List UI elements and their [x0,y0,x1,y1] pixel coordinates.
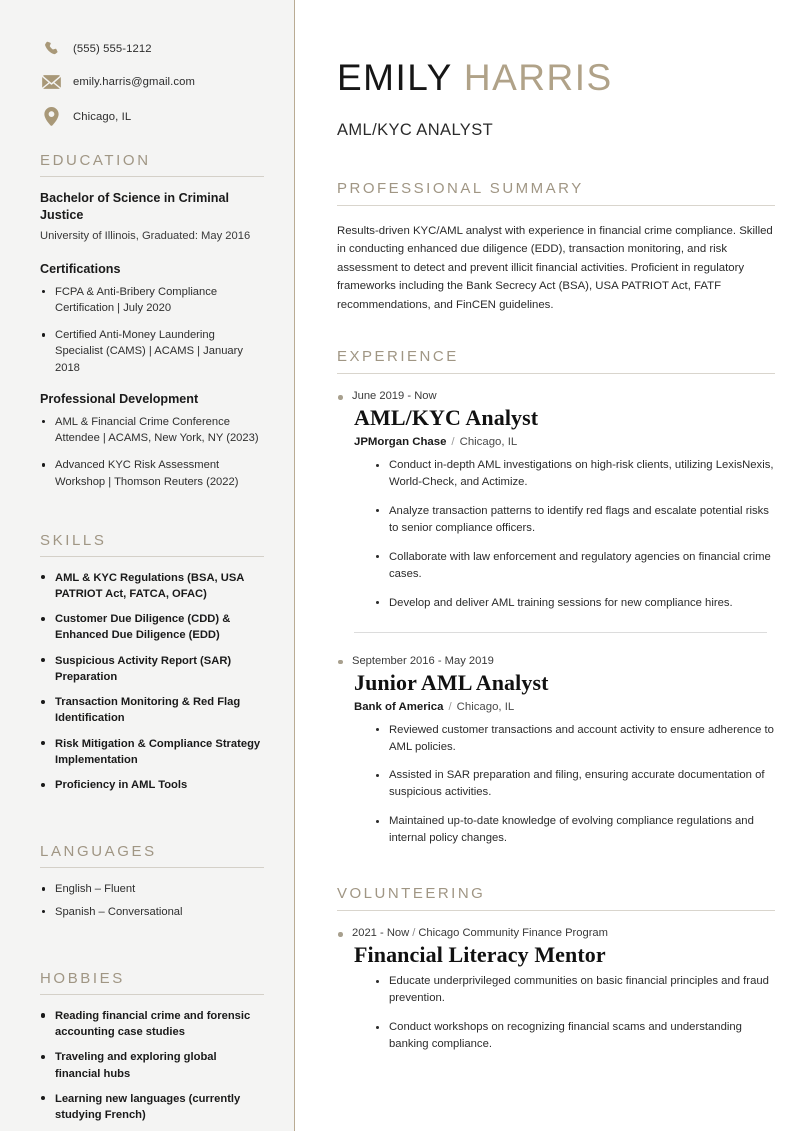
entry-title: Financial Literacy Mentor [354,942,606,968]
list-item: Conduct in-depth AML investigations on high-risk clients, utilizing LexisNexis, World-Check, and Actimize. [375,457,775,491]
education-heading: EDUCATION [40,152,151,169]
list-item: Suspicious Activity Report (SAR) Preparation [40,653,264,685]
main-content [295,0,800,1131]
entry-company: JPMorgan Chase [354,436,447,449]
list-item: Advanced KYC Risk Assessment Workshop | Thomson Reuters (2022) [40,457,264,489]
professional-development-heading: Professional Development [40,391,199,406]
list-item: Reviewed customer transactions and account activity to ensure adherence to AML policies. [375,722,775,756]
list-item: Collaborate with law enforcement and regulatory agencies on financial crime cases. [375,549,775,583]
separator: / [448,700,452,713]
volunteering-rule [337,910,775,911]
education-degree: Bachelor of Science in Criminal Justice [40,191,229,223]
header-job-title: AML/KYC ANALYST [337,120,494,139]
list-item: AML & Financial Crime Conference Attendee | ACAMS, New York, NY (2023) [40,414,264,446]
entry-company-row [354,436,775,448]
contact-email [40,75,264,89]
list-item: Risk Mitigation & Compliance Strategy Implementation [40,736,264,768]
professional-development-list [40,414,264,490]
list-item: Conduct workshops on recognizing financial scams and understanding banking compliance. [375,1019,775,1053]
entry-bullets [375,722,775,848]
list-item: Develop and deliver AML training sessions for new compliance hires. [375,595,775,612]
list-item: Reading financial crime and forensic accounting case studies [40,1008,264,1040]
skills-heading: SKILLS [40,531,107,549]
entry-bullets [375,457,775,612]
first-name: EMILY [337,57,453,98]
list-item: Analyze transaction patterns to identify red flags and escalate potential risks to senior compliance officers. [375,503,775,537]
last-name: HARRIS [463,57,613,98]
summary-heading: PROFESSIONAL SUMMARY [337,179,584,197]
summary-text: Results-driven KYC/AML analyst with experience in financial crime compliance. Skilled in conducting enhanced due diligence (EDD), transaction monitoring, and risk assessment to detect and prevent illicit financial activities. Proficient in regulatory frameworks including the Bank Secrecy Act (BSA), USA PATRIOT Act, FATF recommendations, and FinCEN guidelines. [337,224,773,311]
languages-heading: LANGUAGES [40,843,157,861]
hobbies-rule [40,994,264,995]
summary-rule [337,205,775,206]
list-item: Maintained up-to-date knowledge of evolving compliance regulations and internal policy changes. [375,813,775,847]
list-item: AML & KYC Regulations (BSA, USA PATRIOT Act, FATCA, OFAC) [40,570,264,602]
entry-title: Junior AML Analyst [354,669,549,695]
entry-location: Chicago, IL [456,700,515,713]
list-item: Customer Due Diligence (CDD) & Enhanced Due Diligence (EDD) [40,611,264,643]
list-item: Learning new languages (currently studying French) [40,1091,264,1123]
contact-location [40,107,264,126]
contact-list [40,40,264,126]
list-item: Transaction Monitoring & Red Flag Identification [40,694,264,726]
page-title [337,58,775,99]
list-item: Educate underprivileged communities on basic financial principles and fraud prevention. [375,973,775,1007]
spacer [40,936,264,966]
hobbies-heading: HOBBIES [40,969,125,987]
spacer [40,809,264,839]
entry-bullets [375,973,775,1053]
phone-icon [40,40,62,57]
experience-heading: EXPERIENCE [337,348,459,366]
contact-location-text: Chicago, IL [73,110,132,123]
spacer [40,506,264,528]
map-pin-icon [40,107,62,126]
list-item: Assisted in SAR preparation and filing, ensuring accurate documentation of suspicious activities. [375,767,775,801]
experience-entry [337,390,775,612]
list-item: Spanish – Conversational [40,904,264,920]
languages-rule [40,867,264,868]
list-item: FCPA & Anti-Bribery Compliance Certification | July 2020 [40,284,264,316]
experience-rule [337,373,775,374]
separator: / [451,436,455,449]
entry-location: Chicago, IL [459,436,518,449]
list-item: Certified Anti-Money Laundering Specialist (CAMS) | ACAMS | January 2018 [40,327,264,376]
volunteering-heading: VOLUNTEERING [337,885,486,903]
entry-date: 2021 - Now [352,927,410,940]
skills-rule [40,556,264,557]
entry-company: Bank of America [354,700,444,713]
entry-organization: Chicago Community Finance Program [418,927,608,940]
contact-email-text: emily.harris@gmail.com [73,76,196,88]
entry-date: September 2016 - May 2019 [337,655,775,667]
entry-company-row [354,701,775,713]
spacer [337,859,775,885]
hobbies-list [40,1008,264,1123]
certifications-list [40,284,264,376]
certifications-heading: Certifications [40,261,121,276]
experience-entry [337,655,775,848]
list-item: English – Fluent [40,881,264,897]
entry-title: AML/KYC Analyst [354,405,539,431]
sidebar [0,0,295,1131]
list-item: Proficiency in AML Tools [40,777,264,793]
list-item: Traveling and exploring global financial hubs [40,1049,264,1081]
entry-separator [354,632,767,633]
contact-phone-text: (555) 555-1212 [73,42,152,55]
education-school: University of Illinois, Graduated: May 2016 [40,229,251,242]
languages-list [40,881,264,919]
entry-date-row [337,927,775,939]
skills-list [40,570,264,794]
separator: / [412,927,416,940]
envelope-icon [40,75,62,89]
contact-phone [40,40,264,57]
education-rule [40,176,264,177]
entry-date: June 2019 - Now [337,390,775,402]
volunteering-entry [337,927,775,1053]
